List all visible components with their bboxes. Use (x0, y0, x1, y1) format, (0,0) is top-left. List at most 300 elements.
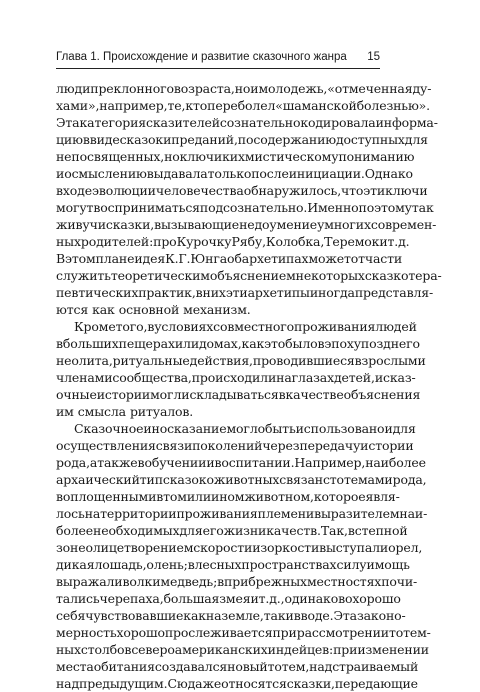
word: медведь; (160, 574, 218, 589)
word: Кроме (74, 319, 116, 334)
word: животных (213, 472, 280, 487)
word: переболел (207, 98, 276, 113)
word: непосвященных, (56, 149, 165, 164)
word: «отмеченная (327, 81, 413, 96)
word: почи- (381, 574, 418, 589)
text-line (56, 250, 403, 267)
word: ходе (62, 183, 92, 198)
word: смысла (77, 404, 126, 419)
word: идея (134, 251, 166, 266)
word: недоумение (239, 217, 318, 232)
word: предыдущим. (79, 676, 168, 691)
word: т. (387, 234, 399, 249)
text-line (56, 556, 410, 573)
word: прослеживается (164, 625, 273, 640)
text-line (56, 114, 438, 131)
text-line (56, 335, 420, 352)
word: про (153, 234, 177, 249)
word: же (202, 676, 222, 691)
word: законо- (356, 608, 406, 623)
word: качестве (285, 387, 344, 402)
word: проводившиеся (252, 353, 355, 368)
word: в (317, 336, 325, 351)
word: места (56, 659, 94, 674)
word: их (229, 149, 245, 164)
word: пространствах (241, 557, 337, 572)
word: преклонного (90, 81, 174, 96)
word: но (164, 149, 180, 164)
word: те, (167, 98, 186, 113)
word: и (152, 574, 161, 589)
word: Рябу, (231, 234, 266, 249)
word: мощь (374, 557, 410, 572)
word: человечества (155, 183, 244, 198)
word: воде. (300, 608, 334, 623)
word: передачу (299, 438, 361, 453)
word: сказ- (383, 370, 416, 385)
text-line (56, 505, 428, 522)
word: выражали (56, 574, 123, 589)
word: певтических (56, 285, 139, 300)
word: хорошо (116, 625, 165, 640)
word: ином (211, 489, 245, 504)
word: Теремок (324, 234, 380, 249)
word: ду- (412, 81, 432, 96)
text-line (56, 624, 431, 641)
word: и (285, 608, 294, 623)
word: сказителей (146, 115, 220, 130)
word: индейцев: (267, 642, 334, 657)
word: этом (65, 251, 96, 266)
text-line (56, 182, 428, 199)
word: быть (265, 421, 296, 436)
word: змея (219, 591, 251, 606)
word: местностях (306, 574, 382, 589)
text-line (56, 165, 413, 182)
word: наиболее (365, 455, 426, 470)
word: архетипы (247, 285, 310, 300)
word: и (384, 421, 393, 436)
word: подсознательно. (199, 200, 308, 215)
word: территории (100, 506, 177, 521)
word: Однако (364, 166, 413, 181)
text-line (56, 488, 400, 505)
word: зоркости (260, 540, 320, 555)
word: люди (56, 81, 91, 96)
word: рода, (56, 455, 90, 470)
word: и (163, 132, 172, 147)
word: лесных (194, 557, 242, 572)
word: эти (363, 183, 386, 198)
word: цию (56, 132, 83, 147)
word: орел, (388, 540, 423, 555)
word: тотем, (267, 659, 310, 674)
word: при (272, 625, 297, 640)
word: также (97, 455, 138, 470)
word: объяснения (343, 387, 421, 402)
word: может (308, 251, 351, 266)
text-line (56, 284, 434, 301)
word: над (56, 676, 80, 691)
word: на (84, 506, 101, 521)
word: было (285, 336, 318, 351)
text-line (56, 369, 416, 386)
word: использовано (295, 421, 385, 436)
word: мерность (56, 625, 117, 640)
word: для (392, 421, 416, 436)
word: им (56, 404, 74, 419)
text-line (56, 386, 421, 403)
word: его (202, 523, 224, 538)
text-line (56, 80, 432, 97)
word: очные (56, 387, 97, 402)
word: могло (226, 421, 265, 436)
word: сообщества, (112, 370, 192, 385)
word: складываться (189, 387, 279, 402)
word: об (227, 251, 242, 266)
word: кодировала (300, 115, 376, 130)
word: в (82, 132, 90, 147)
word: ных (56, 642, 81, 657)
word: тотем- (388, 625, 431, 640)
word: связи (155, 438, 193, 453)
word: истории (360, 438, 414, 453)
word: к (222, 149, 230, 164)
word: и (250, 591, 259, 606)
word: архаический (56, 472, 140, 487)
word: по (237, 132, 254, 147)
word: как (241, 336, 265, 351)
word: изменении (357, 642, 429, 657)
text-line (56, 420, 416, 437)
text-line (56, 267, 442, 284)
word: служить (56, 268, 111, 283)
word: В (56, 251, 66, 266)
word: кто (185, 98, 208, 113)
word: проживания (176, 506, 258, 521)
word: иносказание (143, 421, 227, 436)
word: земле, (221, 608, 264, 623)
word: после (251, 166, 289, 181)
word: некоторых (295, 268, 365, 283)
chapter-title: Глава 1. Происхождение и развитие сказочного жанра (56, 51, 347, 63)
word: инициации. (288, 166, 365, 181)
word: мистическому (244, 149, 339, 164)
word: для (179, 523, 203, 538)
word: ных (56, 234, 81, 249)
word: через (262, 438, 300, 453)
word: а (89, 455, 98, 470)
word: чувствовавшие (85, 608, 184, 623)
word: большая (163, 591, 220, 606)
word: зоне (56, 540, 86, 555)
running-head (56, 50, 380, 64)
word: эти (225, 285, 248, 300)
word: тались (56, 591, 100, 606)
word: так (263, 608, 286, 623)
word: Курочку (176, 234, 232, 249)
word: ритуалов. (129, 404, 194, 419)
word: эволюции (91, 183, 156, 198)
text-line (56, 148, 415, 165)
word: воспитании. (214, 455, 295, 470)
word: сказки, (286, 676, 335, 691)
text-line (56, 658, 419, 675)
word: глазах (291, 370, 334, 385)
word: действия, (189, 353, 253, 368)
text-line (56, 216, 437, 233)
word: хорошо (352, 591, 401, 606)
word: сказки, (105, 217, 155, 232)
word: обитания (93, 659, 155, 674)
word: современ- (370, 217, 437, 232)
word: поэтому (358, 200, 412, 215)
word: явля- (365, 489, 400, 504)
word: теоретическим (110, 268, 210, 283)
word: как (183, 608, 206, 623)
word: хами», (56, 98, 100, 113)
word: качеств. (266, 523, 321, 538)
word: сказкотера- (364, 268, 442, 283)
word: истории (96, 387, 151, 402)
word: в (278, 387, 286, 402)
word: относятся (221, 676, 287, 691)
word: скорости (193, 540, 253, 555)
word: представля- (354, 285, 434, 300)
text-line (56, 454, 426, 471)
word: Эта (56, 115, 80, 130)
word: пещерах (118, 336, 175, 351)
word: для (404, 132, 428, 147)
word: которое (313, 489, 366, 504)
word: отчасти (350, 251, 403, 266)
text-line (56, 573, 418, 590)
word: выдавала (146, 166, 208, 181)
word: в (347, 523, 355, 538)
word: вызывающие (154, 217, 240, 232)
word: доступных (335, 132, 405, 147)
word: лось (56, 506, 85, 521)
word: в (56, 183, 63, 198)
word: живучи (56, 217, 106, 232)
word: в (217, 574, 225, 589)
word: создавался (154, 659, 228, 674)
word: Сюда (167, 676, 203, 691)
text-line (56, 318, 417, 335)
word: в (187, 557, 195, 572)
word: болезнью». (356, 98, 431, 113)
page-number: 15 (367, 51, 380, 63)
word: Так, (320, 523, 348, 538)
word: родителей: (80, 234, 154, 249)
word: в (56, 336, 63, 351)
text-line (56, 233, 410, 250)
text-line (56, 301, 380, 318)
word: связан (279, 472, 323, 487)
text-line (56, 522, 408, 539)
word: могут (56, 200, 94, 215)
word: поколений (192, 438, 263, 453)
header-rule (56, 68, 380, 69)
word: виде (89, 132, 120, 147)
word: дикая (56, 557, 95, 572)
word: Например, (294, 455, 366, 470)
word: осуществления (56, 438, 156, 453)
word: и (252, 540, 261, 555)
word: информа- (375, 115, 438, 130)
word: столбов (80, 642, 132, 657)
word: себя (56, 608, 86, 623)
word: д. (398, 234, 410, 249)
word: на (205, 608, 222, 623)
text-line (56, 590, 401, 607)
word: при (333, 642, 358, 657)
word: лошадь, (94, 557, 147, 572)
text-line (56, 199, 434, 216)
word: членами (56, 370, 113, 385)
word: в (156, 489, 164, 504)
text-line (56, 97, 431, 114)
word: ются (56, 302, 89, 317)
word: это (264, 336, 286, 351)
word: совместного (213, 319, 295, 334)
word: о (206, 472, 214, 487)
word: том (163, 489, 187, 504)
word: и (366, 557, 375, 572)
word: с (322, 472, 330, 487)
word: одинаково (284, 591, 353, 606)
word: прибрежных (224, 574, 307, 589)
word: олень; (146, 557, 188, 572)
word: преданий, (171, 132, 238, 147)
word: тотемами (329, 472, 393, 487)
word: что (341, 183, 364, 198)
word: людей (375, 319, 417, 334)
word: ритуальные (112, 353, 190, 368)
word: условиях (154, 319, 214, 334)
word: Колобка, (265, 234, 325, 249)
word: животном, (244, 489, 314, 504)
word: объяснением (209, 268, 296, 283)
word: североамериканских (131, 642, 268, 657)
word: ключи (179, 149, 223, 164)
text-line (56, 607, 406, 624)
word: эпоху (324, 336, 361, 351)
word: и (206, 455, 215, 470)
word: возраста, (173, 81, 235, 96)
word: ключи (385, 183, 428, 198)
word: сказок (162, 472, 207, 487)
word: но (234, 81, 251, 96)
word: надстраиваемый (309, 659, 419, 674)
word: более (56, 523, 94, 538)
word: выступали (319, 540, 389, 555)
word: в (137, 455, 145, 470)
word: воплощенными (56, 489, 157, 504)
word: степной (354, 523, 408, 538)
text-line (56, 675, 418, 692)
word: т. (258, 591, 270, 606)
text-line (56, 352, 426, 369)
word: волк (122, 574, 153, 589)
word: рассмотрении (296, 625, 389, 640)
word: иногда (309, 285, 355, 300)
word: так (411, 200, 434, 215)
text-line (56, 403, 380, 420)
word: у (317, 217, 325, 232)
word: осмыслению (64, 166, 147, 181)
word: как (92, 302, 115, 317)
word: только (207, 166, 252, 181)
word: новый (227, 659, 268, 674)
word: «шаманской (275, 98, 357, 113)
word: сказок (119, 132, 164, 147)
word: рода, (392, 472, 427, 487)
word: К.Г. (165, 251, 191, 266)
word: восприниматься (93, 200, 200, 215)
word: или (174, 336, 199, 351)
text-line (56, 471, 427, 488)
word: на (276, 370, 292, 385)
word: Именно (307, 200, 359, 215)
word: детей, (334, 370, 375, 385)
word: и (56, 166, 65, 181)
word: и (374, 370, 383, 385)
word: взрослыми (354, 353, 426, 368)
word: сознательно (219, 115, 301, 130)
word: основной (118, 302, 180, 317)
word: Сказочное (74, 421, 144, 436)
word: позднего (360, 336, 420, 351)
word: механизм. (183, 302, 251, 317)
word: могли (150, 387, 190, 402)
word: в (293, 608, 301, 623)
word: силу (336, 557, 367, 572)
word: пониманию (338, 149, 415, 164)
body-text (56, 80, 442, 692)
word: в (195, 285, 203, 300)
text-line (56, 437, 414, 454)
word: неолита, (56, 353, 113, 368)
word: наи- (399, 506, 428, 521)
word: жизни (223, 523, 267, 538)
word: Юнга (190, 251, 228, 266)
word: обнаружилось, (243, 183, 342, 198)
word: выразителем (314, 506, 400, 521)
word: содержанию (253, 132, 336, 147)
word: больших (62, 336, 119, 351)
word: категория (79, 115, 147, 130)
word: них (202, 285, 226, 300)
word: или (186, 489, 212, 504)
word: олицетворением (85, 540, 194, 555)
word: д., (269, 591, 285, 606)
word: и (250, 81, 259, 96)
word: домах, (199, 336, 242, 351)
word: многих (324, 217, 371, 232)
word: того, (115, 319, 148, 334)
word: происходили (191, 370, 277, 385)
word: тип (139, 472, 163, 487)
word: необходимых (93, 523, 180, 538)
word: Эта (333, 608, 357, 623)
word: плане (95, 251, 135, 266)
word: проживания (294, 319, 376, 334)
word: практик, (138, 285, 196, 300)
word: молодежь, (258, 81, 328, 96)
word: передающие (334, 676, 418, 691)
word: и (379, 234, 388, 249)
